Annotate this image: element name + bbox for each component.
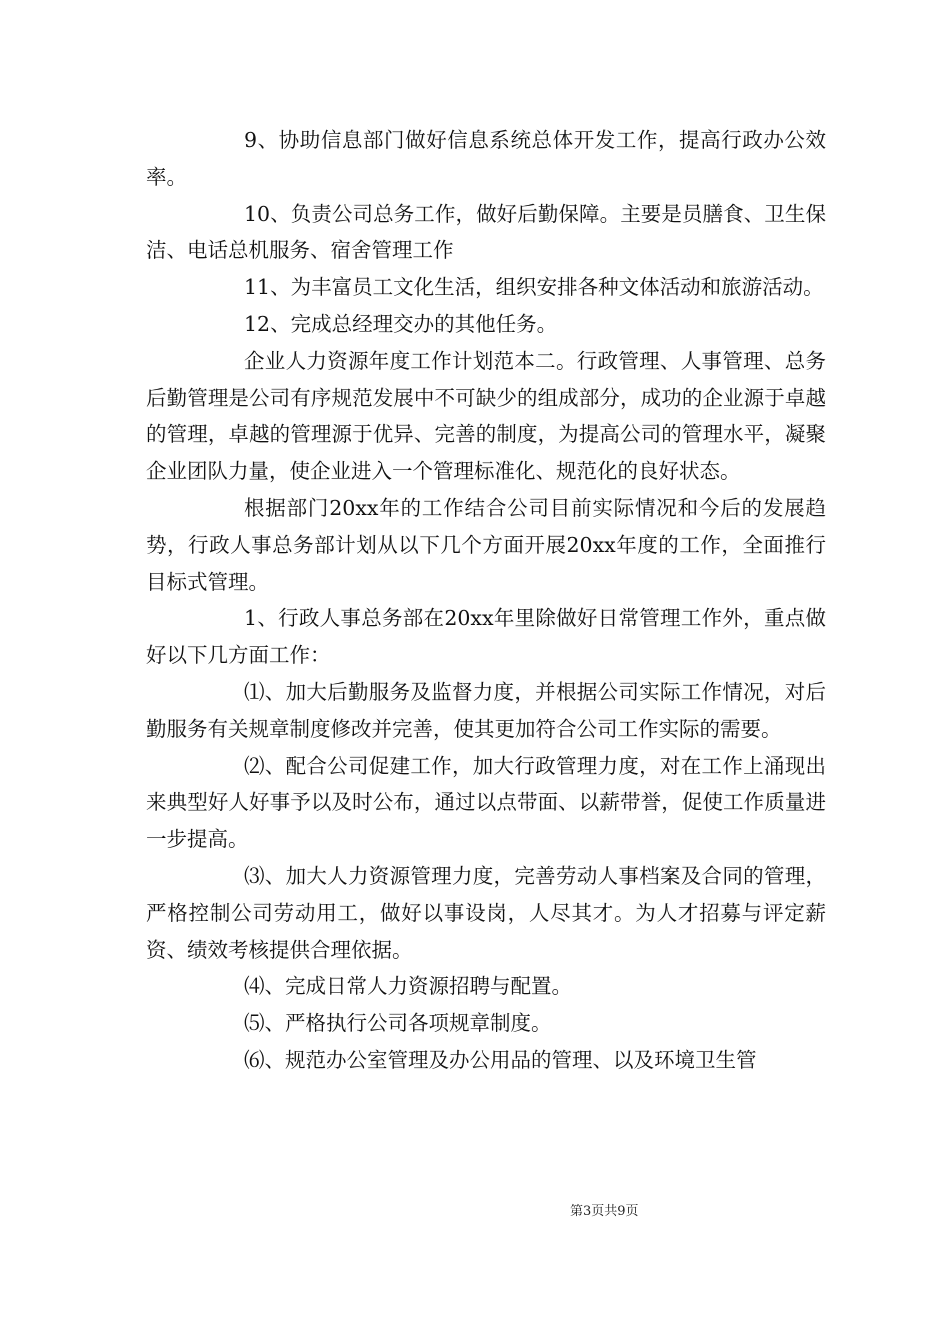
paragraph-section-1: 1、行政人事总务部在20xx年里除做好日常管理工作外，重点做好以下几方面工作： (146, 606, 826, 668)
paragraph-item-11: 11、为丰富员工文化生活，组织安排各种文体活动和旅游活动。 (244, 275, 824, 300)
paragraph-plan-basis: 根据部门20xx年的工作结合公司目前实际情况和今后的发展趋势，行政人事总务部计划从以下几个方面开展20xx年度的工作，全面推行目标式管理。 (146, 495, 826, 594)
paragraph-plan-intro: 企业人力资源年度工作计划范本二。行政管理、人事管理、总务后勤管理是公司有序规范发展中不可缺少的组成部分，成功的企业源于卓越的管理，卓越的管理源于优异、完善的制度，为提高公司的管理水平，凝聚企业团队力量，使企业进入一个管理标准化、规范化的良好状态。 (146, 348, 826, 484)
paragraph-subitem-6: ⑹、规范办公室管理及办公用品的管理、以及环境卫生管 (244, 1047, 757, 1072)
paragraph-item-10: 10、负责公司总务工作，做好后勤保障。主要是员膳食、卫生保洁、电话总机服务、宿舍管理工作 (146, 201, 826, 263)
paragraph-item-9: 9、协助信息部门做好信息系统总体开发工作，提高行政办公效率。 (146, 128, 826, 189)
paragraph-subitem-1: ⑴、加大后勤服务及监督力度，并根据公司实际工作情况，对后勤服务有关规章制度修改并完善，使其更加符合公司工作实际的需要。 (146, 679, 826, 741)
paragraph-subitem-4: ⑷、完成日常人力资源招聘与配置。 (244, 974, 572, 999)
paragraph-item-12: 12、完成总经理交办的其他任务。 (244, 311, 558, 336)
paragraph-subitem-3: ⑶、加大人力资源管理力度，完善劳动人事档案及合同的管理，严格控制公司劳动用工，做好以事设岗，人尽其才。为人才招募与评定薪资、绩效考核提供合理依据。 (146, 863, 826, 962)
paragraph-subitem-5: ⑸、严格执行公司各项规章制度。 (244, 1011, 552, 1036)
page-number-footer: 第3页共9页 (570, 1204, 639, 1219)
document-body (146, 122, 826, 1079)
paragraph-subitem-2: ⑵、配合公司促建工作，加大行政管理力度，对在工作上涌现出来典型好人好事予以及时公布，通过以点带面、以薪带誉，促使工作质量进一步提高。 (146, 753, 826, 852)
